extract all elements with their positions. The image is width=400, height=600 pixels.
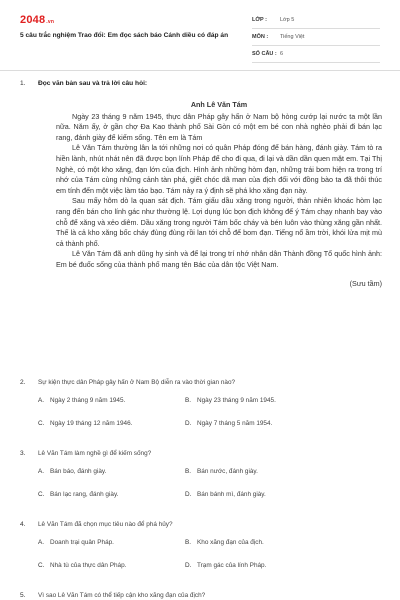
question-number: 4.	[20, 521, 26, 528]
answer-options	[38, 468, 382, 498]
option-d[interactable]: D. Ngày 7 tháng 5 năm 1954.	[185, 420, 273, 427]
option-a[interactable]: A. Bán báo, đánh giày.	[38, 468, 107, 475]
option-b[interactable]: B. Ngày 23 tháng 9 năm 1945.	[185, 397, 276, 404]
meta-label: LỚP :	[252, 17, 267, 23]
site-logo[interactable]: 2048.vn	[20, 14, 55, 26]
question-4	[20, 521, 382, 569]
option-a[interactable]: A. Doanh trại quân Pháp.	[38, 539, 114, 546]
option-c[interactable]: C. Ngày 19 tháng 12 năm 1946.	[38, 420, 133, 427]
question-number: 3.	[20, 450, 26, 457]
question-2	[20, 379, 382, 427]
question-text: Lê Văn Tám làm nghề gì để kiếm sống?	[38, 450, 152, 457]
question-text: Vì sao Lê Văn Tám có thể tiếp cận kho xăng đạn của địch?	[38, 592, 206, 599]
question-number: 2.	[20, 379, 26, 386]
option-c[interactable]: C. Nhà tù của thực dân Pháp.	[38, 562, 127, 569]
header-divider	[0, 70, 400, 71]
question-text: Lê Văn Tám đã chọn mục tiêu nào để phá hủy?	[38, 521, 173, 528]
question-text: Sự kiện thực dân Pháp gây hấn ở Nam Bộ diễn ra vào thời gian nào?	[38, 379, 236, 386]
meta-value: Lớp 5	[280, 17, 295, 23]
option-d[interactable]: D. Trạm gác của lính Pháp.	[185, 562, 267, 569]
meta-row-subject	[252, 29, 380, 46]
passage-paragraph: Sau mấy hôm dò la quan sát địch. Tám giấu dầu xăng trong người, thản nhiên khoác hòm lạc rang đến bán cho lính gác như thường lệ. Lợi dụng lúc bọn địch không để ý Tám chạy nhanh bay vào chỗ để xăng và xẻo diêm. Dầu xăng trong người Tám bốc cháy và bén luôn vào thùng xăng gần nhất. Thế là cả kho xăng bốc cháy đùng đùng rồi lan tới chỗ để bom đạn. Tiếng nổ ầm trời, khói lửa mịt mù cả thành phố.	[56, 196, 382, 248]
reading-passage	[56, 100, 382, 289]
option-c[interactable]: C. Bán lạc rang, đánh giày.	[38, 491, 119, 498]
meta-label: MÔN :	[252, 34, 269, 40]
page-header	[0, 0, 400, 70]
meta-row-count	[252, 46, 380, 63]
question-number: 1.	[20, 80, 26, 87]
meta-value: 6	[280, 51, 284, 57]
passage-paragraph: Ngày 23 tháng 9 năm 1945, thực dân Pháp gây hấn ở Nam bộ hòng cướp lại nước ta một lần nữa. Năm ấy, ở gần chợ Đa Kao thành phố Sài Gòn có một em bé con nhà nghèo phải đi bán lạc rang, đánh giày để kiếm sống. Tên em là Tám	[56, 111, 382, 142]
passage-source: (Sưu tầm)	[349, 278, 382, 288]
question-prompt: Đọc văn bản sau và trả lời câu hỏi:	[38, 80, 148, 87]
question-5	[20, 592, 382, 599]
option-b[interactable]: B. Bán nước, đánh giày.	[185, 468, 258, 475]
option-d[interactable]: D. Bán bánh mì, đánh giày.	[185, 491, 266, 498]
passage-paragraph: Lê Văn Tám đã anh dũng hy sinh và để lại trong trí nhớ nhân dân Thành đồng Tổ quốc hình ảnh: Em bé đuốc sống của thành phố mang tên Bác của dân tộc Việt Nam.	[56, 249, 382, 269]
option-b[interactable]: B. Kho xăng đạn của địch.	[185, 539, 264, 546]
passage-paragraph: Lê Văn Tám thường lân la tới những nơi có quân Pháp đóng để bán hàng, đánh giày. Tám tò ra hiền lành, nhút nhát nên đã được bọn lính Pháp để cho đi qua, đi lại và dần dần quen mặt em. Tại Thị Nghè, có một kho xăng, đạn lớn của địch. Hình ảnh những hòm đạn, những trái bom hiện ra trong trí nhớ của Tám cùng những cảnh tàn phá, giết chóc dã man của địch đối với đồng bào ta đã thôi thúc em tính đến một việc làm táo bạo. Tám nảy ra ý định sẽ phá kho xăng đạn này.	[56, 143, 382, 195]
answer-options	[38, 539, 382, 569]
quiz-meta	[252, 12, 380, 63]
meta-row-class	[252, 12, 380, 29]
option-a[interactable]: A. Ngày 2 tháng 9 năm 1945.	[38, 397, 126, 404]
meta-label: SỐ CÂU :	[252, 51, 277, 57]
question-number: 5.	[20, 592, 26, 599]
passage-title: Anh Lê Văn Tám	[190, 100, 248, 109]
question-1	[20, 80, 382, 87]
answer-options	[38, 397, 382, 427]
page-title: 5 câu trắc nghiệm Trao đổi: Em đọc sách báo Cánh diều có đáp án	[20, 32, 229, 39]
meta-value: Tiếng Việt	[280, 34, 305, 40]
question-3	[20, 450, 382, 498]
